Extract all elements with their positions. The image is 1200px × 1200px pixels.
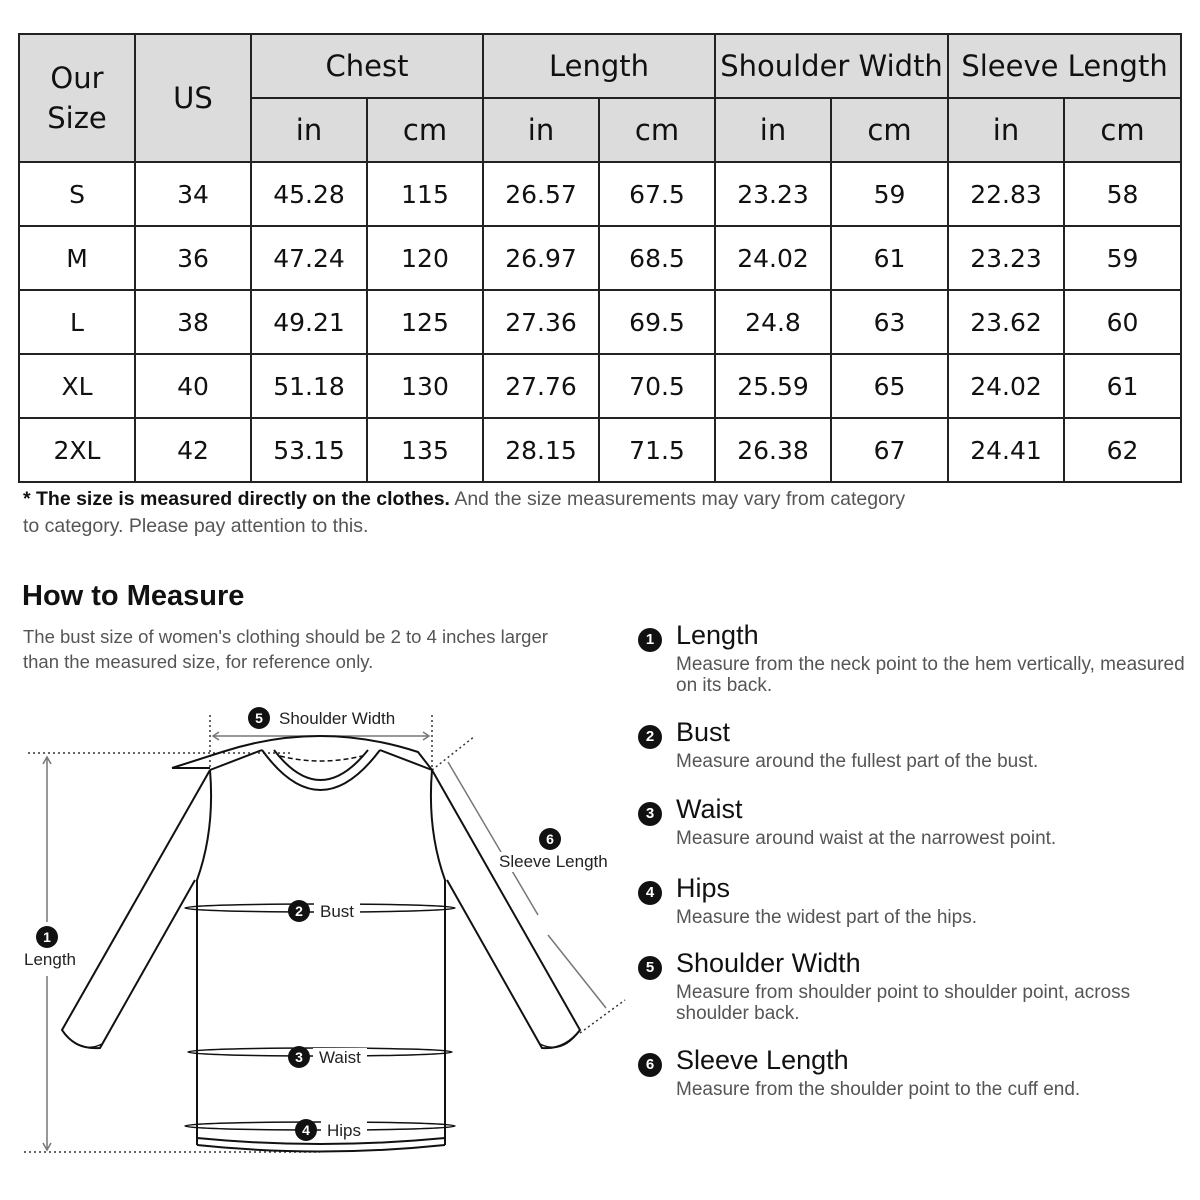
badge-6-icon: 6	[539, 828, 561, 850]
number-3-icon: 3	[638, 802, 662, 826]
table-row	[19, 418, 1181, 482]
cell-us: 34	[135, 162, 251, 226]
cell-sleeve-cm: 62	[1064, 418, 1181, 482]
number-6-icon: 6	[638, 1053, 662, 1077]
legend-title: Shoulder Width	[676, 948, 861, 978]
header-us: US	[135, 34, 251, 162]
legend-title: Bust	[676, 717, 731, 747]
cell-sleeve-cm: 60	[1064, 290, 1181, 354]
cell-length-in: 27.76	[483, 354, 599, 418]
cell-shoulder-in: 24.02	[715, 226, 831, 290]
number-4-icon: 4	[638, 881, 662, 905]
unit-length-in: in	[483, 98, 599, 162]
cell-sleeve-in: 22.83	[948, 162, 1064, 226]
cell-size: XL	[19, 354, 135, 418]
cell-shoulder-cm: 61	[831, 226, 948, 290]
unit-sleeve-cm: cm	[1064, 98, 1181, 162]
cell-us: 42	[135, 418, 251, 482]
cell-sleeve-cm: 58	[1064, 162, 1181, 226]
cell-sleeve-in: 23.23	[948, 226, 1064, 290]
cell-chest-in: 51.18	[251, 354, 367, 418]
cell-shoulder-cm: 67	[831, 418, 948, 482]
size-chart-table	[18, 33, 1182, 483]
cell-size: S	[19, 162, 135, 226]
unit-sleeve-in: in	[948, 98, 1064, 162]
cell-length-in: 26.97	[483, 226, 599, 290]
header-chest: Chest	[251, 34, 483, 98]
header-our-size	[19, 34, 135, 162]
cell-length-cm: 71.5	[599, 418, 715, 482]
cell-us: 36	[135, 226, 251, 290]
cell-sleeve-in: 24.02	[948, 354, 1064, 418]
note-bold: * The size is measured directly on the clothes.	[23, 488, 450, 510]
cell-length-cm: 68.5	[599, 226, 715, 290]
header-row-groups	[19, 34, 1181, 98]
header-sleeve-length: Sleeve Length	[948, 34, 1181, 98]
table-row	[19, 290, 1181, 354]
cell-length-in: 27.36	[483, 290, 599, 354]
label-bust: Bust	[314, 902, 360, 922]
unit-shoulder-cm: cm	[831, 98, 948, 162]
garment-diagram	[0, 690, 640, 1170]
measurement-note	[23, 486, 923, 540]
badge-1-icon: 1	[36, 926, 58, 948]
legend-desc: Measure from shoulder point to shoulder point, across shoulder back.	[676, 982, 1131, 1024]
header-length: Length	[483, 34, 715, 98]
cell-shoulder-cm: 63	[831, 290, 948, 354]
number-5-icon: 5	[638, 956, 662, 980]
label-hips: Hips	[321, 1121, 367, 1141]
our-size-line2: Size	[47, 101, 107, 135]
note-rest: And the size measurements may vary from category to category. Please pay attention to this.	[23, 488, 906, 537]
cell-chest-in: 45.28	[251, 162, 367, 226]
cell-sleeve-cm: 61	[1064, 354, 1181, 418]
cell-shoulder-cm: 65	[831, 354, 948, 418]
number-1-icon: 1	[638, 628, 662, 652]
cell-shoulder-cm: 59	[831, 162, 948, 226]
table-row	[19, 226, 1181, 290]
badge-4-icon: 4	[295, 1119, 317, 1141]
legend-desc: Measure from the neck point to the hem vertically, measured on its back.	[676, 654, 1185, 696]
cell-chest-cm: 135	[367, 418, 483, 482]
cell-length-in: 26.57	[483, 162, 599, 226]
cell-length-cm: 69.5	[599, 290, 715, 354]
legend-title: Length	[676, 620, 759, 650]
unit-chest-cm: cm	[367, 98, 483, 162]
legend-desc: Measure from the shoulder point to the cuff end.	[676, 1079, 1081, 1100]
label-length: Length	[24, 950, 76, 969]
cell-chest-cm: 115	[367, 162, 483, 226]
unit-length-cm: cm	[599, 98, 715, 162]
legend-title: Hips	[676, 873, 731, 903]
label-sleeve-length: Sleeve Length	[499, 852, 608, 871]
cell-sleeve-in: 24.41	[948, 418, 1064, 482]
cell-shoulder-in: 23.23	[715, 162, 831, 226]
sweater-outline-icon	[0, 690, 640, 1170]
legend-desc: Measure around waist at the narrowest point.	[676, 828, 1057, 849]
cell-shoulder-in: 26.38	[715, 418, 831, 482]
cell-chest-cm: 120	[367, 226, 483, 290]
table-row	[19, 162, 1181, 226]
cell-chest-cm: 125	[367, 290, 483, 354]
unit-chest-in: in	[251, 98, 367, 162]
legend-title: Waist	[676, 794, 743, 824]
cell-sleeve-cm: 59	[1064, 226, 1181, 290]
cell-length-in: 28.15	[483, 418, 599, 482]
label-waist: Waist	[313, 1048, 367, 1068]
badge-2-icon: 2	[288, 900, 310, 922]
how-to-measure-title: How to Measure	[22, 580, 245, 612]
cell-shoulder-in: 25.59	[715, 354, 831, 418]
header-shoulder-width: Shoulder Width	[715, 34, 948, 98]
legend-desc: Measure the widest part of the hips.	[676, 907, 977, 928]
table-row	[19, 354, 1181, 418]
legend-desc: Measure around the fullest part of the bust.	[676, 751, 1039, 772]
cell-length-cm: 70.5	[599, 354, 715, 418]
cell-size: 2XL	[19, 418, 135, 482]
cell-chest-in: 49.21	[251, 290, 367, 354]
cell-sleeve-in: 23.62	[948, 290, 1064, 354]
number-2-icon: 2	[638, 725, 662, 749]
our-size-line1: Our	[50, 61, 104, 95]
cell-length-cm: 67.5	[599, 162, 715, 226]
badge-3-icon: 3	[288, 1046, 310, 1068]
cell-shoulder-in: 24.8	[715, 290, 831, 354]
cell-us: 40	[135, 354, 251, 418]
cell-size: L	[19, 290, 135, 354]
cell-size: M	[19, 226, 135, 290]
badge-5-icon: 5	[248, 707, 270, 729]
how-to-measure-subtitle: The bust size of women's clothing should be 2 to 4 inches larger than the measured size, for reference only.	[23, 626, 548, 672]
label-shoulder-width: Shoulder Width	[279, 709, 396, 728]
cell-chest-in: 47.24	[251, 226, 367, 290]
cell-us: 38	[135, 290, 251, 354]
unit-shoulder-in: in	[715, 98, 831, 162]
legend-title: Sleeve Length	[676, 1045, 849, 1075]
cell-chest-cm: 130	[367, 354, 483, 418]
cell-chest-in: 53.15	[251, 418, 367, 482]
